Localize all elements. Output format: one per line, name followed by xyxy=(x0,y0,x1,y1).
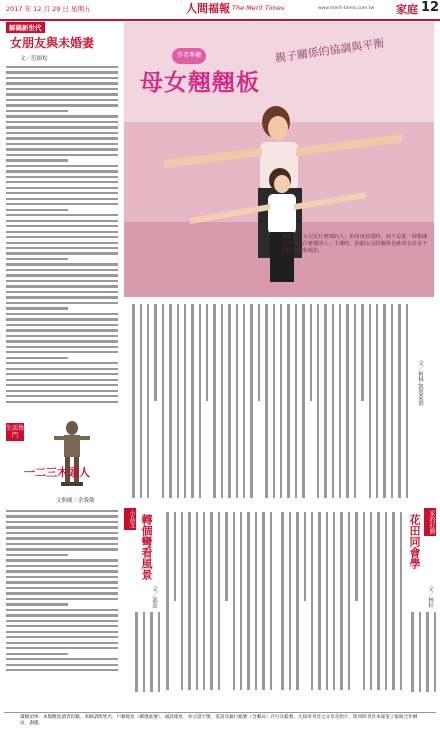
text-column xyxy=(258,304,260,401)
text-line xyxy=(6,159,68,161)
text-column xyxy=(218,512,220,690)
text-column xyxy=(210,512,212,690)
text-column xyxy=(150,612,152,692)
article-body-text xyxy=(162,512,272,690)
text-line xyxy=(6,121,118,123)
text-line xyxy=(6,203,118,205)
text-column xyxy=(370,512,372,690)
text-line xyxy=(6,236,118,238)
text-line xyxy=(6,647,118,649)
text-line xyxy=(6,592,118,594)
text-line xyxy=(6,71,118,73)
text-line xyxy=(6,296,118,298)
text-column xyxy=(391,304,393,498)
text-column xyxy=(339,304,341,498)
text-column xyxy=(143,612,145,692)
text-line xyxy=(6,104,118,106)
text-line xyxy=(6,642,118,644)
text-column xyxy=(270,512,272,690)
text-line xyxy=(6,242,118,244)
text-line xyxy=(6,609,118,611)
issue-date: 2017 年 12 月 29 日 星期五 xyxy=(6,5,91,13)
article-title: 花田同會學 xyxy=(408,514,421,569)
text-line xyxy=(6,110,68,112)
text-line xyxy=(6,220,118,222)
text-column xyxy=(317,304,319,498)
column-tag: 家的打磨 xyxy=(424,508,436,536)
article-byline: 文／范揚松 xyxy=(20,56,48,62)
text-line xyxy=(6,631,118,633)
text-line xyxy=(6,280,118,282)
text-column xyxy=(174,512,176,601)
text-column xyxy=(287,304,289,498)
text-column xyxy=(250,304,252,498)
page-number: 12 xyxy=(421,0,440,15)
text-column xyxy=(295,304,297,498)
text-line xyxy=(6,137,118,139)
text-line xyxy=(6,390,118,392)
text-line xyxy=(6,521,118,523)
text-column xyxy=(154,304,156,401)
text-line xyxy=(6,576,118,578)
text-column xyxy=(135,612,137,692)
text-column xyxy=(310,304,312,401)
article-byline: 文與圖／余我敬 xyxy=(56,498,95,504)
text-line xyxy=(6,132,118,134)
text-column xyxy=(203,512,205,690)
article-title: 一二三木頭人 xyxy=(24,466,90,479)
text-line xyxy=(6,581,118,583)
text-line xyxy=(6,214,118,216)
text-column xyxy=(236,304,238,498)
text-column xyxy=(400,512,402,690)
text-column xyxy=(311,512,313,690)
text-line xyxy=(6,66,118,68)
text-column xyxy=(196,512,198,690)
text-line xyxy=(6,510,118,512)
text-column xyxy=(280,304,282,498)
text-line xyxy=(6,373,118,375)
text-line xyxy=(6,526,118,528)
text-line xyxy=(6,115,118,117)
text-line xyxy=(6,351,118,353)
text-line xyxy=(6,170,118,172)
text-line xyxy=(6,335,118,337)
article-title: 轉個彎看風景 xyxy=(140,514,153,580)
text-column xyxy=(169,304,171,498)
text-line xyxy=(6,318,118,320)
text-line xyxy=(6,543,118,545)
text-column xyxy=(281,512,283,690)
text-column xyxy=(419,612,421,692)
text-line xyxy=(6,225,118,227)
text-column xyxy=(221,304,223,498)
text-line xyxy=(6,357,68,359)
text-column xyxy=(225,512,227,601)
text-column xyxy=(289,512,291,690)
text-line xyxy=(6,614,118,616)
text-column xyxy=(243,304,245,498)
section-title: 家庭 xyxy=(396,3,418,16)
text-column xyxy=(346,304,348,498)
text-column xyxy=(332,304,334,498)
text-line xyxy=(6,324,118,326)
text-column xyxy=(188,512,190,690)
text-line xyxy=(6,346,118,348)
text-line xyxy=(6,82,118,84)
article-byline: 文／邵思 xyxy=(151,586,157,608)
text-line xyxy=(6,198,118,200)
text-column xyxy=(158,612,160,692)
text-line xyxy=(6,291,118,293)
text-column xyxy=(265,304,267,498)
text-column xyxy=(213,304,215,498)
text-column xyxy=(333,512,335,690)
text-column xyxy=(355,512,357,601)
text-line xyxy=(6,148,118,150)
text-column xyxy=(162,304,164,498)
text-line xyxy=(6,302,118,304)
newspaper-english-name: The Merit Times xyxy=(232,4,285,12)
article-body-text xyxy=(278,512,402,690)
text-line xyxy=(6,587,118,589)
text-line xyxy=(6,263,118,265)
article-body-text xyxy=(6,510,118,671)
text-column xyxy=(147,304,149,498)
feature-title: 母女翹翹板 xyxy=(140,69,260,96)
text-column xyxy=(363,512,365,690)
text-column xyxy=(273,304,275,498)
text-column xyxy=(354,304,356,498)
text-line xyxy=(6,669,118,671)
text-column xyxy=(206,304,208,401)
text-line xyxy=(6,258,68,260)
submission-notice: 讀稿須事：本版歡迎讀者投稿，來稿請附姓名、戶籍地址（郵遞區號）、通訊地址、身分證字號、電話及銀行帳號（含郵局）存行及帳號，凡採用刊登之文章及照片，將同時刊於本報電子報與合作網站，謝謝。 xyxy=(20,715,418,726)
text-line xyxy=(6,515,118,517)
text-column xyxy=(377,512,379,690)
left-column xyxy=(6,22,118,722)
text-column xyxy=(398,304,400,498)
website-url: www.merit-times.com.tw xyxy=(318,6,375,11)
text-line xyxy=(6,192,118,194)
article-byline: 文／柯林‧凱恩蒙德 xyxy=(417,360,423,406)
text-column xyxy=(140,304,142,498)
article-body-text xyxy=(6,66,118,403)
text-column xyxy=(326,512,328,690)
text-line xyxy=(6,340,118,342)
text-column xyxy=(191,304,193,498)
text-column xyxy=(324,304,326,498)
text-column xyxy=(247,512,249,690)
newspaper-logo: 人間福報 xyxy=(186,2,230,15)
text-line xyxy=(6,176,118,178)
text-line xyxy=(6,401,118,403)
text-line xyxy=(6,379,118,381)
text-column xyxy=(181,512,183,690)
text-line xyxy=(6,143,118,145)
text-column xyxy=(411,612,413,692)
text-line xyxy=(6,625,118,627)
text-line xyxy=(6,559,118,561)
text-line xyxy=(6,99,118,101)
text-column xyxy=(340,512,342,690)
article-byline: 文／林杉 xyxy=(427,586,433,608)
text-line xyxy=(6,368,118,370)
text-line xyxy=(6,554,68,556)
text-line xyxy=(6,636,118,638)
article-body-text xyxy=(124,612,160,692)
text-column xyxy=(233,512,235,690)
text-line xyxy=(6,88,118,90)
text-line xyxy=(6,93,118,95)
text-line xyxy=(6,313,118,315)
text-line xyxy=(6,274,118,276)
text-column xyxy=(361,304,363,401)
text-line xyxy=(6,598,118,600)
text-line xyxy=(6,565,118,567)
photo-caption: 當妳說「女兒是什麼樣的人」的角度放寬時，而不是從「妳想讓女兒成為什麼樣的人」主導時，妳跟女兒的關係也就會有許多不同的面貌和風景。 xyxy=(282,234,428,254)
text-column xyxy=(262,512,264,690)
text-line xyxy=(6,384,118,386)
text-line xyxy=(6,154,118,156)
text-line xyxy=(6,532,118,534)
text-line xyxy=(6,209,68,211)
text-line xyxy=(6,362,118,364)
text-line xyxy=(6,252,118,254)
text-line xyxy=(6,181,118,183)
text-line xyxy=(6,77,118,79)
text-line xyxy=(6,329,118,331)
text-line xyxy=(6,664,118,666)
text-column xyxy=(434,612,436,692)
text-line xyxy=(6,285,118,287)
text-column xyxy=(392,512,394,690)
column-tag: 小品文 xyxy=(124,508,136,530)
text-column xyxy=(369,304,371,498)
text-column xyxy=(184,304,186,498)
text-line xyxy=(6,187,118,189)
text-column xyxy=(348,512,350,690)
text-line xyxy=(6,653,68,655)
text-column xyxy=(302,304,304,498)
text-column xyxy=(406,304,408,498)
column-section-label: 解碼新世代 xyxy=(6,22,45,33)
text-column xyxy=(304,512,306,601)
text-column xyxy=(383,304,385,498)
text-line xyxy=(6,395,118,397)
text-line xyxy=(6,658,118,660)
text-column xyxy=(166,512,168,690)
text-line xyxy=(6,165,118,167)
text-column xyxy=(426,612,428,692)
text-line xyxy=(6,620,118,622)
feature-subtitle: 親子關係的協調與平衡 xyxy=(274,36,386,65)
column-badge: 作者專欄 xyxy=(172,48,206,64)
text-column xyxy=(132,304,134,498)
text-line xyxy=(6,537,118,539)
text-column xyxy=(296,512,298,690)
article-title: 女朋友與未婚妻 xyxy=(10,36,95,50)
text-line xyxy=(6,548,118,550)
text-line xyxy=(6,231,118,233)
text-column xyxy=(228,304,230,498)
text-line xyxy=(6,603,68,605)
article-body-text xyxy=(126,304,408,498)
text-line xyxy=(6,269,118,271)
text-column xyxy=(318,512,320,690)
text-column xyxy=(385,512,387,690)
text-line xyxy=(6,247,118,249)
text-column xyxy=(255,512,257,690)
text-column xyxy=(177,304,179,498)
text-line xyxy=(6,570,118,572)
hero-photo xyxy=(124,22,434,297)
feature-article xyxy=(124,300,434,505)
text-column xyxy=(376,304,378,498)
article-body-text xyxy=(404,612,436,692)
text-column xyxy=(240,512,242,690)
text-line xyxy=(6,126,118,128)
text-column xyxy=(199,304,201,498)
column-tag: 生活快門 xyxy=(6,425,25,439)
text-line xyxy=(6,307,68,309)
